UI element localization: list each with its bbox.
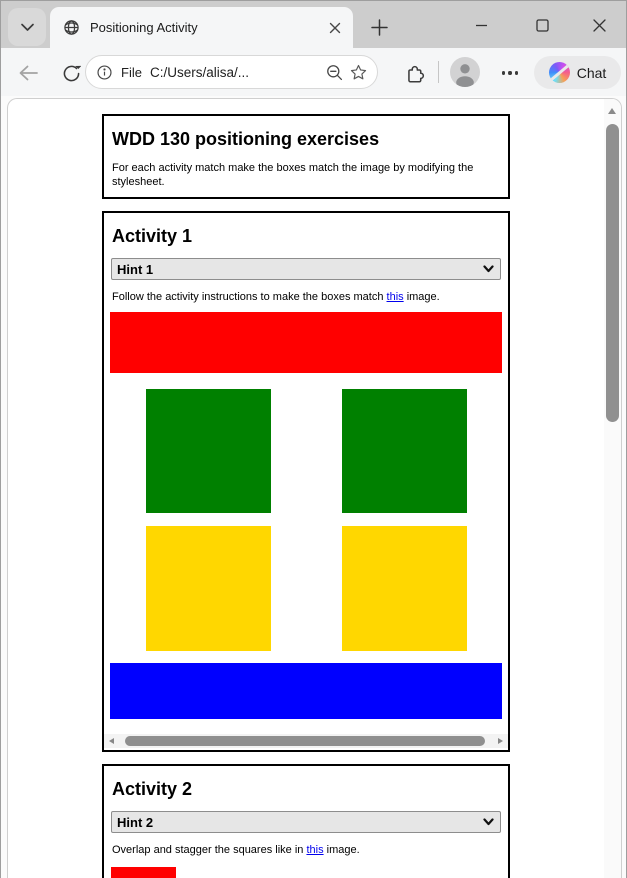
info-icon[interactable] [96,64,113,81]
instruction-text: Follow the activity instructions to make the boxes match [112,291,387,303]
document-content [8,100,604,878]
scroll-up-arrow-icon[interactable] [608,108,616,114]
blue-bar [110,663,502,719]
zoom-out-icon[interactable] [325,63,344,82]
chat-label: Chat [576,64,607,81]
file-scheme-label: File [121,64,142,80]
header-box [102,114,510,199]
instruction-text: image. [323,844,360,856]
activity2-hint-select-wrap [111,811,501,833]
activity2-title: Activity 2 [112,779,193,799]
page-area [1,96,626,878]
yellow-squares-row [110,526,502,651]
vertical-scrollbar-thumb[interactable] [606,124,619,422]
chevron-down-icon [20,22,35,32]
tab-title: Positioning Activity [90,20,198,35]
green-square [146,389,271,513]
page-title: WDD 130 positioning exercises [112,129,380,149]
activity1-title: Activity 1 [112,226,193,246]
yellow-square [146,526,271,651]
toolbar-divider [438,61,439,83]
activity2-instruction [112,843,500,857]
address-bar[interactable] [85,55,378,89]
tab-search-button[interactable] [8,8,46,46]
window-close-button[interactable] [576,5,622,45]
url-text[interactable]: C:/Users/alisa/... [149,64,249,80]
green-square [342,389,467,513]
globe-icon [62,18,81,37]
scroll-right-arrow-icon[interactable] [498,738,503,744]
new-tab-button[interactable] [365,13,393,41]
page-description: For each activity match make the boxes match the image by modifying the stylesheet. [112,162,474,188]
instruction-text: image. [403,291,440,303]
refresh-button[interactable] [56,60,86,86]
activity1-this-link[interactable]: this [386,291,404,303]
copilot-icon [549,62,570,83]
red-square [111,867,176,878]
tab-close-icon[interactable] [329,22,341,34]
maximize-button[interactable] [519,5,565,45]
navigation-toolbar [1,48,626,96]
settings-more-button[interactable] [494,60,526,86]
horizontal-scrollbar[interactable] [104,734,508,748]
activity1-hint-select[interactable] [111,258,501,280]
tab-bar [1,1,626,48]
activity2-box [102,764,510,878]
instruction-text: Overlap and stagger the squares like in [112,844,307,856]
activity2-this-link[interactable]: this [306,844,324,856]
green-squares-row [110,389,502,513]
minimize-button[interactable] [458,5,504,45]
activity1-instruction [112,290,500,304]
red-bar [110,312,502,373]
favorites-star-icon[interactable] [349,63,368,82]
extensions-icon[interactable] [399,59,429,87]
vertical-scrollbar[interactable] [604,99,621,878]
web-viewport [7,98,622,878]
activity1-box [102,211,510,752]
back-button[interactable] [13,60,43,86]
profile-avatar[interactable] [450,57,480,87]
horizontal-scrollbar-thumb[interactable] [125,736,485,746]
scroll-left-arrow-icon[interactable] [109,738,114,744]
tab-positioning-activity[interactable] [50,7,353,48]
activity1-hint-select-wrap [111,258,501,280]
yellow-square [342,526,467,651]
copilot-chat-button[interactable] [534,56,621,89]
activity2-hint-select[interactable] [111,811,501,833]
